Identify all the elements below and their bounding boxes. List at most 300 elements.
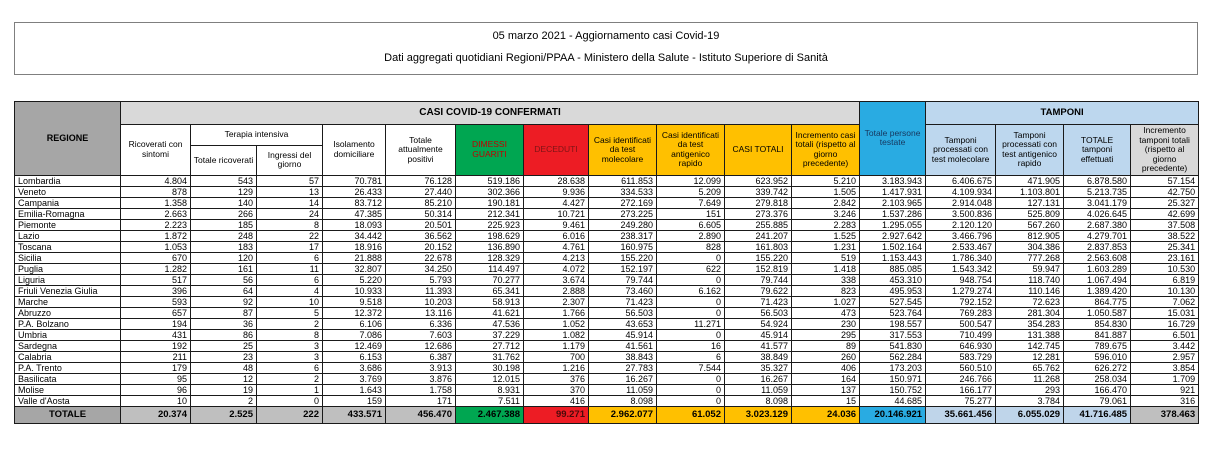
value-cell: 657 <box>121 307 191 318</box>
value-cell: 13.116 <box>386 307 456 318</box>
value-cell: 6 <box>257 252 323 263</box>
value-cell: 36 <box>191 318 257 329</box>
value-cell: 560.510 <box>926 362 996 373</box>
value-cell: 41.561 <box>589 340 657 351</box>
value-cell: 1.417.931 <box>860 186 926 197</box>
total-row-label: TOTALE <box>15 406 121 423</box>
value-cell: 0 <box>657 373 725 384</box>
value-cell: 150.971 <box>860 373 926 384</box>
value-cell: 293 <box>996 384 1064 395</box>
region-cell: Friuli Venezia Giulia <box>15 285 121 296</box>
value-cell: 160.975 <box>589 241 657 252</box>
value-cell: 128.329 <box>456 252 524 263</box>
group-header-terapia-intensiva: Terapia intensiva <box>191 125 323 146</box>
value-cell: 266 <box>191 208 257 219</box>
value-cell: 211 <box>121 351 191 362</box>
value-cell: 136.890 <box>456 241 524 252</box>
value-cell: 30.198 <box>456 362 524 373</box>
title-box <box>14 22 1198 75</box>
value-cell: 159 <box>323 395 386 406</box>
value-cell: 431 <box>121 329 191 340</box>
value-cell: 85.210 <box>386 197 456 208</box>
value-cell: 317.553 <box>860 329 926 340</box>
value-cell: 812.905 <box>996 230 1064 241</box>
value-cell: 6.016 <box>524 230 589 241</box>
value-cell: 2.888 <box>524 285 589 296</box>
value-cell: 777.268 <box>996 252 1064 263</box>
value-cell: 23 <box>191 351 257 362</box>
value-cell: 5.213.735 <box>1064 186 1131 197</box>
value-cell: 281.304 <box>996 307 1064 318</box>
value-cell: 54.924 <box>725 318 792 329</box>
column-header-casi-molecolare: Casi identificati da test molecolare <box>589 125 657 176</box>
value-cell: 92 <box>191 296 257 307</box>
value-cell: 198.557 <box>860 318 926 329</box>
column-header-regione: REGIONE <box>15 102 121 176</box>
column-header-isolamento: Isolamento domiciliare <box>323 125 386 176</box>
region-cell: Liguria <box>15 274 121 285</box>
value-cell: 7.544 <box>657 362 725 373</box>
title-line-1: 05 marzo 2021 - Aggiornamento casi Covid-19 <box>492 30 720 42</box>
value-cell: 339.742 <box>725 186 792 197</box>
value-cell: 6.501 <box>1131 329 1199 340</box>
value-cell: 623.952 <box>725 175 792 186</box>
value-cell: 2.103.965 <box>860 197 926 208</box>
value-cell: 27.712 <box>456 340 524 351</box>
table-row <box>15 252 1199 263</box>
value-cell: 885.085 <box>860 263 926 274</box>
value-cell: 131.388 <box>996 329 1064 340</box>
value-cell: 4.427 <box>524 197 589 208</box>
value-cell: 878 <box>121 186 191 197</box>
value-cell: 65.341 <box>456 285 524 296</box>
value-cell: 37.508 <box>1131 219 1199 230</box>
value-cell: 4.761 <box>524 241 589 252</box>
value-cell: 1.082 <box>524 329 589 340</box>
value-cell: 7.511 <box>456 395 524 406</box>
region-cell: Sardegna <box>15 340 121 351</box>
value-cell: 338 <box>792 274 860 285</box>
value-cell: 4.026.645 <box>1064 208 1131 219</box>
value-cell: 10.933 <box>323 285 386 296</box>
value-cell: 194 <box>121 318 191 329</box>
value-cell: 95 <box>121 373 191 384</box>
value-cell: 57.154 <box>1131 175 1199 186</box>
value-cell: 0 <box>257 395 323 406</box>
value-cell: 36.562 <box>386 230 456 241</box>
value-cell: 6.162 <box>657 285 725 296</box>
value-cell: 567.260 <box>996 219 1064 230</box>
value-cell: 12.281 <box>996 351 1064 362</box>
table-row <box>15 230 1199 241</box>
value-cell: 3.442 <box>1131 340 1199 351</box>
value-cell: 334.533 <box>589 186 657 197</box>
value-cell: 1.103.801 <box>996 186 1064 197</box>
total-value-cell: 24.036 <box>792 406 860 423</box>
value-cell: 1.872 <box>121 230 191 241</box>
value-cell: 1.279.274 <box>926 285 996 296</box>
table-row <box>15 362 1199 373</box>
value-cell: 3 <box>257 351 323 362</box>
value-cell: 3.466.796 <box>926 230 996 241</box>
table-row <box>15 175 1199 186</box>
value-cell: 670 <box>121 252 191 263</box>
value-cell: 9.936 <box>524 186 589 197</box>
value-cell: 120 <box>191 252 257 263</box>
value-cell: 0 <box>657 274 725 285</box>
value-cell: 2.283 <box>792 219 860 230</box>
value-cell: 4.279.701 <box>1064 230 1131 241</box>
value-cell: 1 <box>257 384 323 395</box>
value-cell: 396 <box>121 285 191 296</box>
value-cell: 622 <box>657 263 725 274</box>
value-cell: 2 <box>191 395 257 406</box>
value-cell: 416 <box>524 395 589 406</box>
value-cell: 354.283 <box>996 318 1064 329</box>
region-cell: Puglia <box>15 263 121 274</box>
value-cell: 854.830 <box>1064 318 1131 329</box>
value-cell: 11 <box>257 263 323 274</box>
value-cell: 6 <box>257 362 323 373</box>
value-cell: 161.803 <box>725 241 792 252</box>
total-value-cell: 2.962.077 <box>589 406 657 423</box>
value-cell: 155.220 <box>725 252 792 263</box>
value-cell: 38.843 <box>589 351 657 362</box>
value-cell: 166.177 <box>926 384 996 395</box>
value-cell: 3.876 <box>386 373 456 384</box>
value-cell: 152.819 <box>725 263 792 274</box>
value-cell: 89 <box>792 340 860 351</box>
value-cell: 12.015 <box>456 373 524 384</box>
value-cell: 114.497 <box>456 263 524 274</box>
value-cell: 47.536 <box>456 318 524 329</box>
value-cell: 192 <box>121 340 191 351</box>
table-row <box>15 296 1199 307</box>
value-cell: 71.423 <box>589 296 657 307</box>
value-cell: 19 <box>191 384 257 395</box>
value-cell: 710.499 <box>926 329 996 340</box>
total-value-cell: 20.146.921 <box>860 406 926 423</box>
value-cell: 7.086 <box>323 329 386 340</box>
value-cell: 238.317 <box>589 230 657 241</box>
value-cell: 4.072 <box>524 263 589 274</box>
value-cell: 376 <box>524 373 589 384</box>
value-cell: 272.169 <box>589 197 657 208</box>
value-cell: 6.106 <box>323 318 386 329</box>
value-cell: 769.283 <box>926 307 996 318</box>
value-cell: 11.393 <box>386 285 456 296</box>
table-row <box>15 197 1199 208</box>
column-header-tamponi-antigenico: Tamponi processati con test antigenico rapido <box>996 125 1064 176</box>
table-row <box>15 318 1199 329</box>
value-cell: 185 <box>191 219 257 230</box>
group-header-tamponi: TAMPONI <box>926 102 1199 125</box>
column-header-casi-antigenico: Casi identificati da test antigenico rapido <box>657 125 725 176</box>
value-cell: 25 <box>191 340 257 351</box>
value-cell: 12.372 <box>323 307 386 318</box>
value-cell: 44.685 <box>860 395 926 406</box>
table-row <box>15 351 1199 362</box>
value-cell: 118.740 <box>996 274 1064 285</box>
title-line-2: Dati aggregati quotidiani Regioni/PPAA - Ministero della Salute - Istituto Superiore di Sanità <box>384 52 828 64</box>
value-cell: 1.525 <box>792 230 860 241</box>
value-cell: 59.947 <box>996 263 1064 274</box>
total-value-cell: 35.661.456 <box>926 406 996 423</box>
value-cell: 38.522 <box>1131 230 1199 241</box>
value-cell: 5.220 <box>323 274 386 285</box>
value-cell: 2.914.048 <box>926 197 996 208</box>
value-cell: 16.267 <box>589 373 657 384</box>
value-cell: 316 <box>1131 395 1199 406</box>
value-cell: 11.059 <box>725 384 792 395</box>
value-cell: 86 <box>191 329 257 340</box>
value-cell: 23.161 <box>1131 252 1199 263</box>
value-cell: 161 <box>191 263 257 274</box>
value-cell: 1.282 <box>121 263 191 274</box>
value-cell: 1.179 <box>524 340 589 351</box>
column-header-tamponi-molecolare: Tamponi processati con test molecolare <box>926 125 996 176</box>
table-row <box>15 329 1199 340</box>
value-cell: 5.209 <box>657 186 725 197</box>
value-cell: 241.207 <box>725 230 792 241</box>
value-cell: 1.758 <box>386 384 456 395</box>
value-cell: 151 <box>657 208 725 219</box>
value-cell: 3.041.179 <box>1064 197 1131 208</box>
value-cell: 13 <box>257 186 323 197</box>
value-cell: 34.442 <box>323 230 386 241</box>
value-cell: 11.271 <box>657 318 725 329</box>
value-cell: 4.109.934 <box>926 186 996 197</box>
total-value-cell: 456.470 <box>386 406 456 423</box>
value-cell: 22 <box>257 230 323 241</box>
value-cell: 3.246 <box>792 208 860 219</box>
value-cell: 173.203 <box>860 362 926 373</box>
value-cell: 2.837.853 <box>1064 241 1131 252</box>
value-cell: 10.721 <box>524 208 589 219</box>
column-header-tamponi-totale: TOTALE tamponi effettuati <box>1064 125 1131 176</box>
value-cell: 25.341 <box>1131 241 1199 252</box>
region-cell: Piemonte <box>15 219 121 230</box>
value-cell: 34.250 <box>386 263 456 274</box>
value-cell: 6 <box>257 274 323 285</box>
value-cell: 828 <box>657 241 725 252</box>
region-cell: P.A. Trento <box>15 362 121 373</box>
value-cell: 27.440 <box>386 186 456 197</box>
value-cell: 6 <box>657 351 725 362</box>
total-value-cell: 433.571 <box>323 406 386 423</box>
total-value-cell: 99.271 <box>524 406 589 423</box>
value-cell: 79.744 <box>589 274 657 285</box>
value-cell: 37.229 <box>456 329 524 340</box>
value-cell: 948.754 <box>926 274 996 285</box>
value-cell: 3.500.836 <box>926 208 996 219</box>
value-cell: 10.203 <box>386 296 456 307</box>
table-row <box>15 219 1199 230</box>
table-row <box>15 307 1199 318</box>
value-cell: 83.712 <box>323 197 386 208</box>
table-row <box>15 263 1199 274</box>
value-cell: 6.153 <box>323 351 386 362</box>
value-cell: 41.577 <box>725 340 792 351</box>
value-cell: 1.050.587 <box>1064 307 1131 318</box>
value-cell: 3 <box>257 340 323 351</box>
value-cell: 255.885 <box>725 219 792 230</box>
value-cell: 27.783 <box>589 362 657 373</box>
value-cell: 22.678 <box>386 252 456 263</box>
value-cell: 295 <box>792 329 860 340</box>
value-cell: 1.709 <box>1131 373 1199 384</box>
table-row <box>15 384 1199 395</box>
value-cell: 1.053 <box>121 241 191 252</box>
table-row <box>15 373 1199 384</box>
value-cell: 41.621 <box>456 307 524 318</box>
value-cell: 4 <box>257 285 323 296</box>
value-cell: 150.752 <box>860 384 926 395</box>
value-cell: 166.470 <box>1064 384 1131 395</box>
value-cell: 3.784 <box>996 395 1064 406</box>
value-cell: 31.762 <box>456 351 524 362</box>
value-cell: 6.336 <box>386 318 456 329</box>
value-cell: 32.807 <box>323 263 386 274</box>
value-cell: 230 <box>792 318 860 329</box>
value-cell: 5 <box>257 307 323 318</box>
total-value-cell: 3.023.129 <box>725 406 792 423</box>
column-header-dimessi-guariti: DIMESSI GUARITI <box>456 125 524 176</box>
value-cell: 8 <box>257 329 323 340</box>
value-cell: 8 <box>257 219 323 230</box>
value-cell: 15 <box>792 395 860 406</box>
value-cell: 864.775 <box>1064 296 1131 307</box>
value-cell: 76.128 <box>386 175 456 186</box>
value-cell: 12 <box>191 373 257 384</box>
value-cell: 50.314 <box>386 208 456 219</box>
value-cell: 70.277 <box>456 274 524 285</box>
region-cell: Umbria <box>15 329 121 340</box>
value-cell: 16 <box>657 340 725 351</box>
value-cell: 3.674 <box>524 274 589 285</box>
value-cell: 8.098 <box>725 395 792 406</box>
value-cell: 12.686 <box>386 340 456 351</box>
value-cell: 1.505 <box>792 186 860 197</box>
value-cell: 2.533.467 <box>926 241 996 252</box>
value-cell: 2.307 <box>524 296 589 307</box>
value-cell: 3.913 <box>386 362 456 373</box>
value-cell: 2.563.608 <box>1064 252 1131 263</box>
value-cell: 1.766 <box>524 307 589 318</box>
value-cell: 58.913 <box>456 296 524 307</box>
value-cell: 38.849 <box>725 351 792 362</box>
value-cell: 6.878.580 <box>1064 175 1131 186</box>
value-cell: 24 <box>257 208 323 219</box>
value-cell: 87 <box>191 307 257 318</box>
value-cell: 79.744 <box>725 274 792 285</box>
value-cell: 626.272 <box>1064 362 1131 373</box>
value-cell: 1.603.289 <box>1064 263 1131 274</box>
value-cell: 921 <box>1131 384 1199 395</box>
value-cell: 1.389.420 <box>1064 285 1131 296</box>
column-header-ti-ingressi-giorno: Ingressi del giorno <box>257 146 323 176</box>
value-cell: 2.890 <box>657 230 725 241</box>
value-cell: 45.914 <box>589 329 657 340</box>
value-cell: 110.146 <box>996 285 1064 296</box>
column-header-persone-testate: Totale persone testate <box>860 102 926 176</box>
value-cell: 0 <box>657 307 725 318</box>
value-cell: 5.793 <box>386 274 456 285</box>
value-cell: 0 <box>657 252 725 263</box>
value-cell: 12.469 <box>323 340 386 351</box>
table-body <box>15 175 1199 406</box>
value-cell: 3.686 <box>323 362 386 373</box>
region-cell: Lazio <box>15 230 121 241</box>
covid-data-table <box>14 101 1199 424</box>
value-cell: 71.423 <box>725 296 792 307</box>
total-value-cell: 378.463 <box>1131 406 1199 423</box>
value-cell: 562.284 <box>860 351 926 362</box>
value-cell: 70.781 <box>323 175 386 186</box>
group-header-casi-confermati: CASI COVID-19 CONFERMATI <box>121 102 860 125</box>
value-cell: 183 <box>191 241 257 252</box>
value-cell: 64 <box>191 285 257 296</box>
value-cell: 500.547 <box>926 318 996 329</box>
value-cell: 72.623 <box>996 296 1064 307</box>
value-cell: 1.052 <box>524 318 589 329</box>
column-header-incremento-casi: Incremento casi totali (rispetto al giorno precedente) <box>792 125 860 176</box>
value-cell: 10 <box>257 296 323 307</box>
value-cell: 18.093 <box>323 219 386 230</box>
value-cell: 190.181 <box>456 197 524 208</box>
value-cell: 1.502.164 <box>860 241 926 252</box>
value-cell: 596.010 <box>1064 351 1131 362</box>
value-cell: 142.745 <box>996 340 1064 351</box>
table-row <box>15 395 1199 406</box>
region-cell: Lombardia <box>15 175 121 186</box>
value-cell: 18.916 <box>323 241 386 252</box>
value-cell: 525.809 <box>996 208 1064 219</box>
column-header-deceduti: DECEDUTI <box>524 125 589 176</box>
table-row <box>15 340 1199 351</box>
value-cell: 5.210 <box>792 175 860 186</box>
value-cell: 129 <box>191 186 257 197</box>
value-cell: 10.530 <box>1131 263 1199 274</box>
value-cell: 4.804 <box>121 175 191 186</box>
value-cell: 2.663 <box>121 208 191 219</box>
region-cell: Campania <box>15 197 121 208</box>
region-cell: Abruzzo <box>15 307 121 318</box>
value-cell: 1.643 <box>323 384 386 395</box>
column-header-attualmente-positivi: Totale attualmente positivi <box>386 125 456 176</box>
value-cell: 471.905 <box>996 175 1064 186</box>
value-cell: 26.433 <box>323 186 386 197</box>
value-cell: 6.605 <box>657 219 725 230</box>
table-row <box>15 241 1199 252</box>
value-cell: 249.280 <box>589 219 657 230</box>
total-value-cell: 2.467.388 <box>456 406 524 423</box>
value-cell: 2.120.120 <box>926 219 996 230</box>
total-value-cell: 2.525 <box>191 406 257 423</box>
value-cell: 25.327 <box>1131 197 1199 208</box>
value-cell: 1.067.494 <box>1064 274 1131 285</box>
total-value-cell: 41.716.485 <box>1064 406 1131 423</box>
value-cell: 35.327 <box>725 362 792 373</box>
region-cell: P.A. Bolzano <box>15 318 121 329</box>
value-cell: 2.957 <box>1131 351 1199 362</box>
value-cell: 3.183.943 <box>860 175 926 186</box>
value-cell: 10 <box>121 395 191 406</box>
value-cell: 495.953 <box>860 285 926 296</box>
value-cell: 2.927.642 <box>860 230 926 241</box>
value-cell: 4.213 <box>524 252 589 263</box>
value-cell: 3.854 <box>1131 362 1199 373</box>
